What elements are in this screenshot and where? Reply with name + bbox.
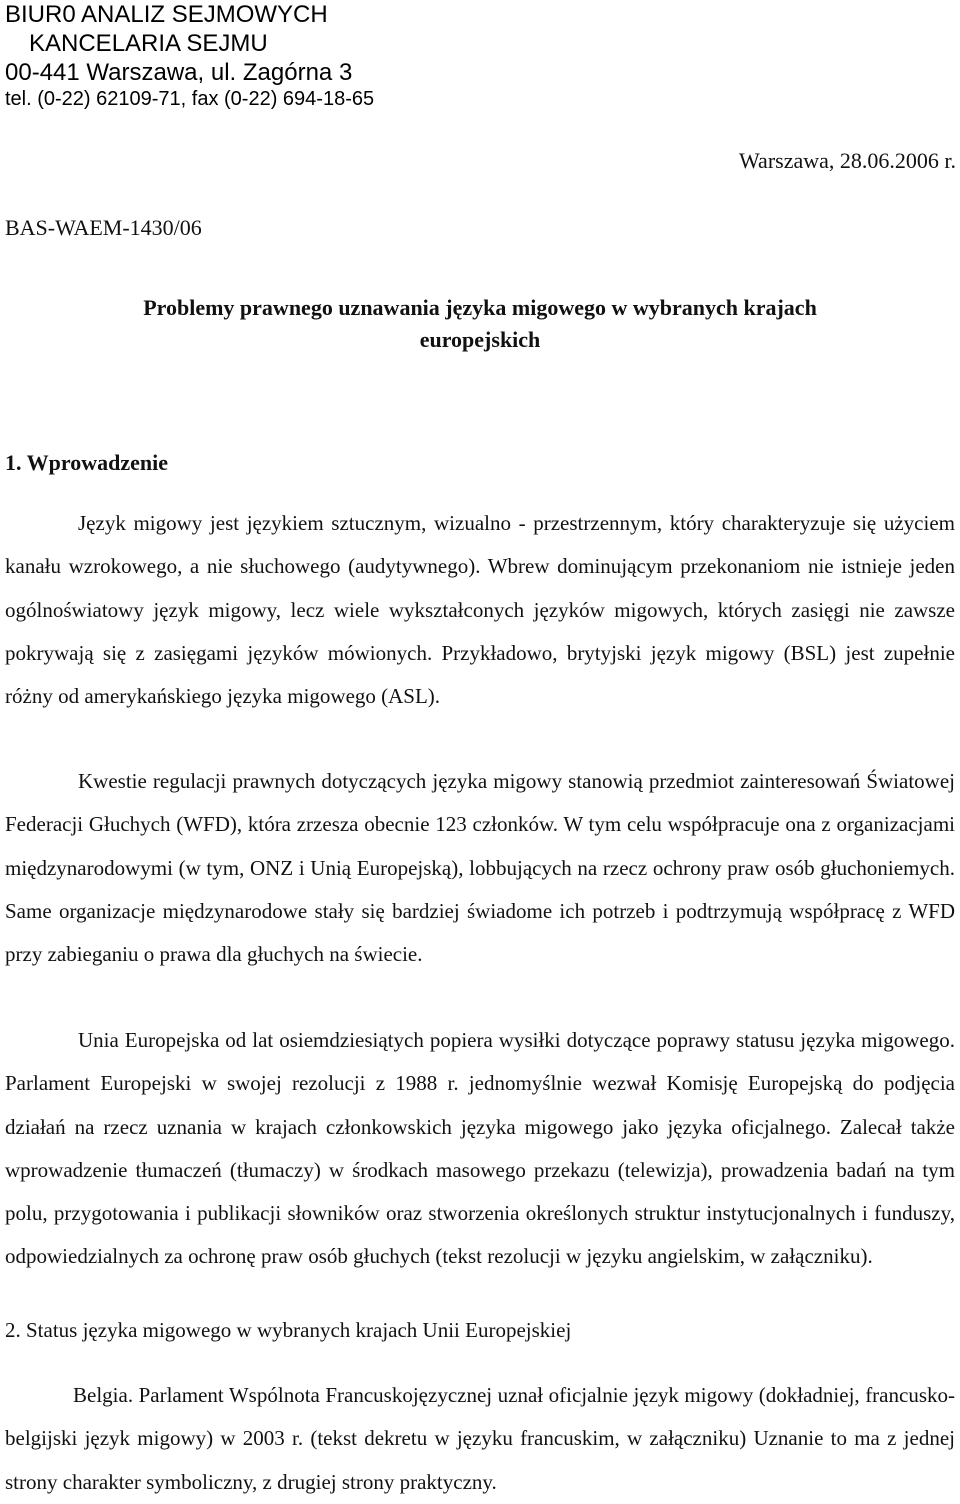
paragraph-introduction-2: Kwestie regulacji prawnych dotyczących języka migowy stanowią przedmiot zainteresowań Światowej Federacji Głuchych (WFD), która zrzesza obecnie 123 członków. W tym celu współpracuje ona z organizacjami międzynarodowymi (w tym, ONZ i Unią Europejską), lobbujących na rzecz ochrony praw osób głuchoniemych. Same organizacje międzynarodowe stały się bardziej świadome ich potrzeb i podtrzymują współpracę z WFD przy zabieganiu o prawa dla głuchych na świecie. xyxy=(5,769,955,967)
letterhead-institution: KANCELARIA SEJMU xyxy=(29,30,268,57)
section-heading-status: 2. Status języka migowego w wybranych krajach Unii Europejskiej xyxy=(5,1318,572,1342)
letterhead xyxy=(5,0,374,111)
section-heading-introduction: 1. Wprowadzenie xyxy=(5,450,168,475)
paragraph-belgium: Belgia. Parlament Wspólnota Francuskojęzycznej uznał oficjalnie język migowy (dokładniej, francusko-belgijski język migowy) w 2003 r. (tekst dekretu w języku francuskim, w załączniku) Uznanie to ma z jednej strony charakter symboliczny, z drugiej strony praktyczny. xyxy=(5,1383,955,1494)
document-title xyxy=(0,292,960,356)
document-title-line-1: Problemy prawnego uznawania języka migowego w wybranych krajach xyxy=(143,295,817,320)
document-number: BAS-WAEM-1430/06 xyxy=(5,215,202,240)
paragraph-introduction-3: Unia Europejska od lat osiemdziesiątych popiera wysiłki dotyczące poprawy statusu języka migowego. Parlament Europejski w swojej rezolucji z 1988 r. jednomyślnie wezwał Komisję Europejską do podjęcia działań na rzecz uznania w krajach członkowskich języka migowego jako języka oficjalnego. Zalecał także wprowadzenie tłumaczeń (tłumaczy) w środkach masowego przekazu (telewizja), prowadzenia badań na tym polu, przygotowania i publikacji słowników oraz stworzenia określonych struktur instytucjonalnych i funduszy, odpowiedzialnych za ochronę praw osób głuchych (tekst rezolucji w języku angielskim, w załączniku). xyxy=(5,1028,955,1269)
paragraph-introduction-1: Język migowy jest językiem sztucznym, wizualno - przestrzennym, który charakteryzuje się użyciem kanału wzrokowego, a nie słuchowego (audytywnego). Wbrew dominującym przekonaniom nie istnieje jeden ogólnoświatowy język migowy, lecz wiele wykształconych języków migowych, których zasięgi nie zawsze pokrywają się z zasięgami języków mówionych. Przykładowo, brytyjski język migowy (BSL) jest zupełnie różny od amerykańskiego języka migowego (ASL). xyxy=(5,511,955,709)
document-title-line-2: europejskich xyxy=(419,327,541,352)
document-date: Warszawa, 28.06.2006 r. xyxy=(739,148,956,173)
letterhead-address: 00-441 Warszawa, ul. Zagórna 3 xyxy=(5,59,353,86)
letterhead-office-name: BIUR0 ANALIZ SEJMOWYCH xyxy=(5,1,328,28)
letterhead-phone-fax: tel. (0-22) 62109-71, fax (0-22) 694-18-65 xyxy=(5,88,375,110)
